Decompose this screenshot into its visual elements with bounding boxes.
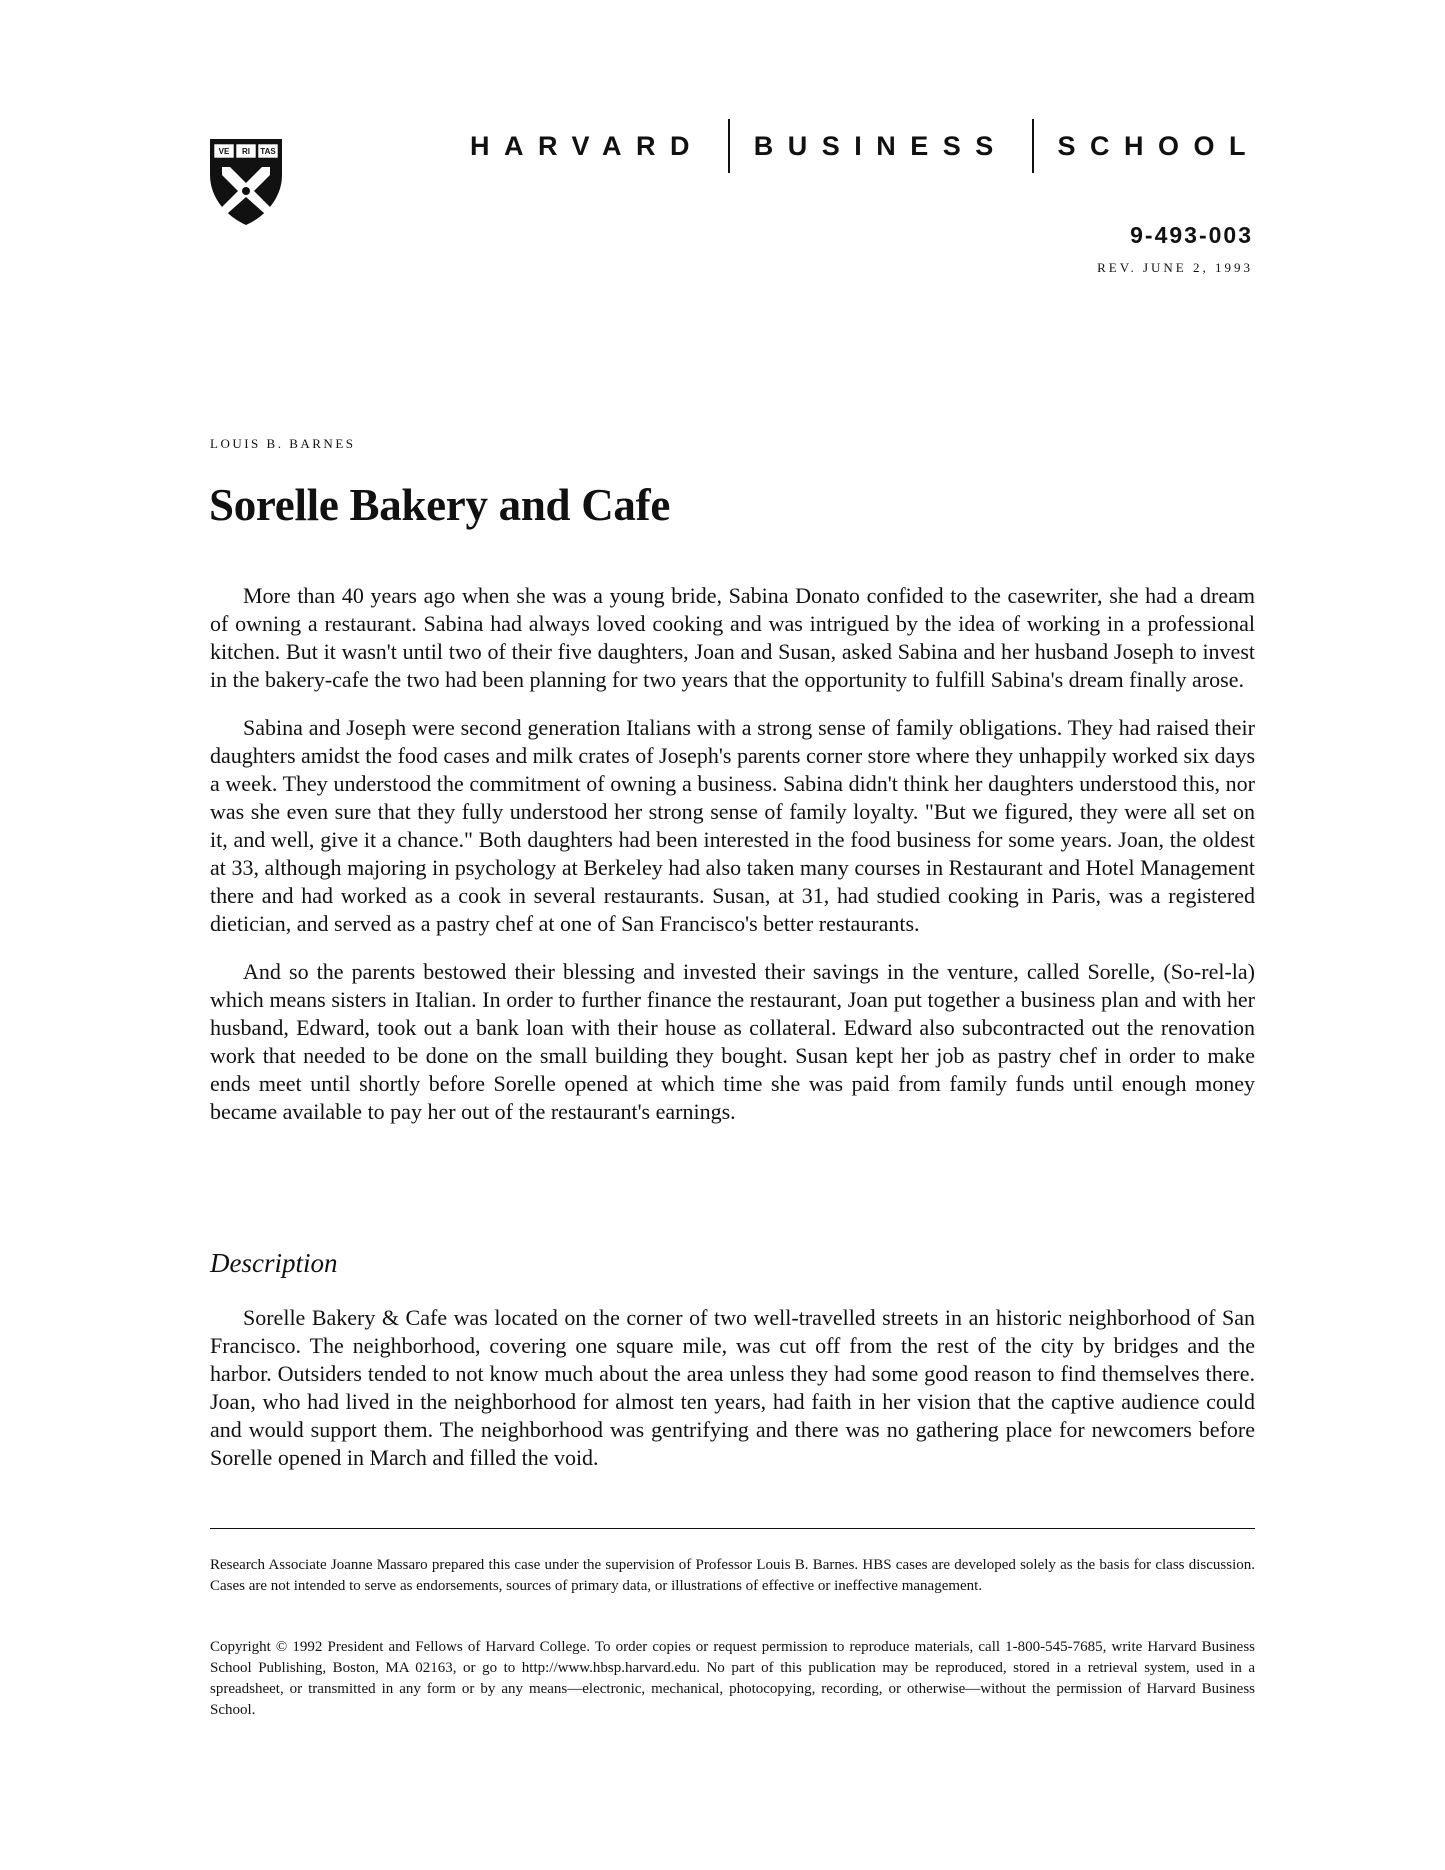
- masthead-word-business: BUSINESS: [753, 130, 1008, 161]
- paragraph: And so the parents bestowed their blessing and invested their savings in the venture, called Sorelle, (So-rel-la) which means sisters in Italian. In order to further finance the restaurant, Joan put together a business plan and with her husband, Edward, took out a bank loan with their house as collateral. Edward also subcontracted out the renovation work that needed to be done on the small building they bought. Susan kept her job as pastry chef in order to make ends meet until shortly before Sorelle opened at which time she was paid from family funds until enough money became available to pay her out of the restaurant's earnings.: [210, 959, 1255, 1124]
- harvard-shield-icon: [208, 137, 284, 227]
- shield-motto-3: TAS: [260, 147, 276, 156]
- masthead-divider: [1032, 119, 1034, 173]
- intro-text: [210, 582, 1255, 1146]
- case-title: Sorelle Bakery and Cafe: [209, 480, 670, 530]
- revision-date: REV. JUNE 2, 1993: [1097, 260, 1253, 275]
- paragraph: Sabina and Joseph were second generation Italians with a strong sense of family obligations. They had raised their daughters amidst the food cases and milk crates of Joseph's parents corner store where they unhappily worked six days a week. They understood the commitment of owning a business. Sabina didn't think her daughters understood this, nor was she even sure that they fully understood her strong sense of family loyalty. "But we figured, they were all set on it, and well, give it a chance." Both daughters had been interested in the food business for some years. Joan, the oldest at 33, although majoring in psychology at Berkeley had also taken many courses in Restaurant and Hotel Management there and had worked as a cook in several restaurants. Susan, at 31, had studied cooking in Paris, was a registered dietician, and served as a pastry chef at one of San Francisco's better restaurants.: [210, 715, 1256, 936]
- masthead-divider: [728, 119, 730, 173]
- footnote-copyright: Copyright © 1992 President and Fellows of Harvard College. To order copies or request permission to reproduce materials, call 1-800-545-7685, write Harvard Business School Publishing, Boston, MA 02163, or go to http://www.hbsp.harvard.edu. No part of this publication may be reproduced, stored in a retrieval system, used in a spreadsheet, or transmitted in any form or by any means—electronic, mechanical, photocopying, recording, or otherwise—without the permission of Harvard Business School.: [210, 1639, 1255, 1718]
- paragraph: More than 40 years ago when she was a young bride, Sabina Donato confided to the casewriter, she had a dream of owning a restaurant. Sabina had always loved cooking and was intrigued by the idea of working in a professional kitchen. But it wasn't until two of their five daughters, Joan and Susan, asked Sabina and her husband Joseph to invest in the bakery-cafe the two had been planning for two years that the opportunity to fulfill Sabina's dream finally arose.: [210, 583, 1255, 692]
- paragraph: Sorelle Bakery & Cafe was located on the corner of two well-travelled streets in an historic neighborhood of San Francisco. The neighborhood, covering one square mile, was cut off from the rest of the city by bridges and the harbor. Outsiders tended to not know much about the area unless they had some good reason to find themselves there. Joan, who had lived in the neighborhood for almost ten years, had faith in her vision that the captive audience could and would support them. The neighborhood was gentrifying and there was no gathering place for newcomers before Sorelle opened in March and filled the void.: [210, 1305, 1255, 1470]
- author-name: LOUIS B. BARNES: [210, 436, 356, 451]
- masthead-word-school: SCHOOL: [1057, 130, 1260, 161]
- shield-motto-1: VE: [218, 147, 230, 156]
- footnote-research-note: Research Associate Joanne Massaro prepared this case under the supervision of Professor Louis B. Barnes. HBS cases are developed solely as the basis for class discussion. Cases are not intended to serve as endorsements, sources of primary data, or illustrations of effective or ineffective management.: [210, 1557, 1255, 1594]
- masthead: [470, 118, 1260, 174]
- shield-motto-2: RI: [242, 147, 250, 156]
- case-number: 9-493-003: [1130, 222, 1253, 248]
- masthead-word-harvard: HARVARD: [470, 130, 705, 161]
- description-text: [210, 1304, 1255, 1492]
- footnote-divider: [210, 1528, 1255, 1529]
- section-heading-description: Description: [210, 1248, 338, 1278]
